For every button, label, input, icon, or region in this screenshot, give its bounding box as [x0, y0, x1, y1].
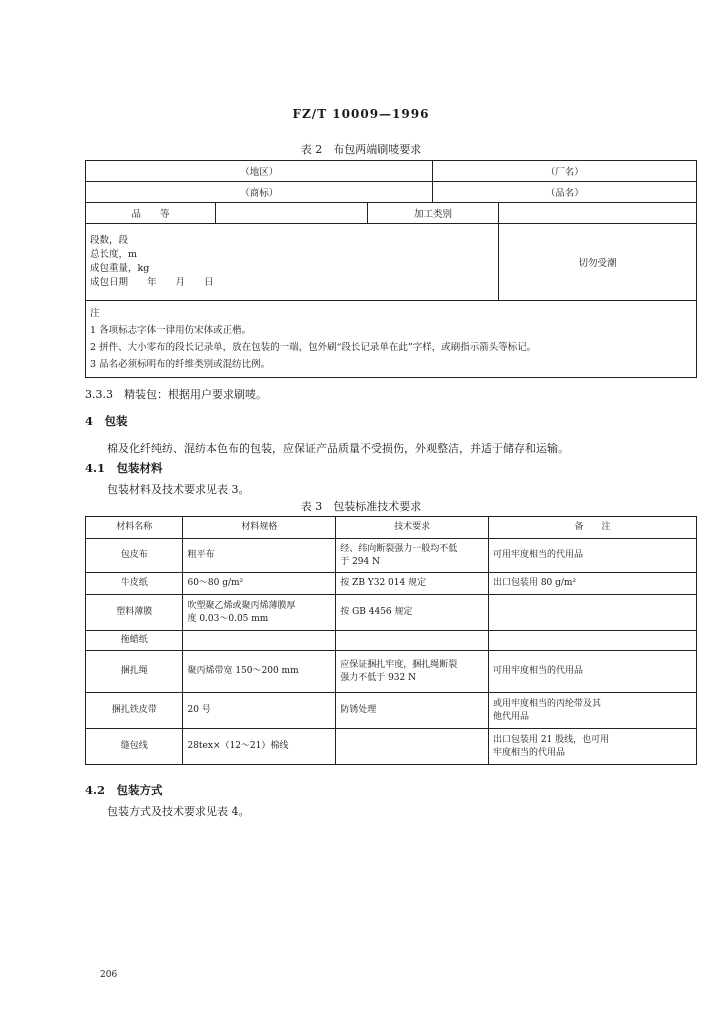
tech-req-line: 经、纬向断裂强力一般均不低	[340, 543, 458, 554]
process-type-label: 加工类别	[368, 203, 499, 224]
document-code: FZ/T 10009—1996	[292, 107, 430, 121]
table-row	[86, 729, 697, 765]
table-row	[86, 573, 697, 595]
material-spec: 60～80 g/m²	[183, 573, 336, 595]
table-row	[86, 651, 697, 693]
material-name: 缝包线	[86, 729, 183, 765]
process-type-value	[499, 203, 697, 224]
clause-3-3-3: 3.3.3 精装包：根据用户要求刷唛。	[85, 388, 267, 401]
tech-req-line: 强力不低于 932 N	[340, 672, 416, 683]
tech-req: 按 ZB Y32 014 规定	[336, 573, 489, 595]
material-spec: 28tex×（12～21）棉线	[183, 729, 336, 765]
material-spec: 粗平布	[183, 539, 336, 573]
tech-req	[336, 651, 489, 693]
product-name-cell: （品名）	[433, 182, 697, 203]
material-name: 包皮布	[86, 539, 183, 573]
material-name: 牛皮纸	[86, 573, 183, 595]
tech-req	[336, 631, 489, 651]
material-spec: 聚丙烯带宽 150～200 mm	[183, 651, 336, 693]
tech-req-line: 应保证捆扎牢度，捆扎绳断裂	[340, 659, 458, 670]
tech-req	[336, 539, 489, 573]
material-spec	[183, 631, 336, 651]
remark-line: 他代用品	[492, 711, 529, 722]
notes-cell	[86, 301, 697, 378]
tech-req: 防锈处理	[336, 693, 489, 729]
note-1: 1 各项标志字体一律用仿宋体或正楷。	[90, 325, 252, 336]
notes-title: 注	[90, 308, 100, 319]
grade-value	[216, 203, 368, 224]
remark-line: 或用牢度相当的丙纶带及其	[492, 698, 601, 709]
remark	[488, 729, 696, 765]
header-tech-req: 技术要求	[336, 517, 489, 539]
section-4-heading: 4 包装	[85, 414, 128, 428]
table2-caption: 表 2 布包两端刷唛要求	[300, 143, 422, 156]
remark	[488, 595, 696, 631]
page-number: 206	[100, 970, 118, 980]
table-row	[86, 595, 697, 631]
material-spec: 20 号	[183, 693, 336, 729]
section-4-1-paragraph: 包装材料及技术要求见表 3。	[107, 483, 250, 496]
table-row	[86, 693, 697, 729]
header-remarks: 备 注	[488, 517, 696, 539]
remark	[488, 631, 696, 651]
trademark-cell: （商标）	[86, 182, 433, 203]
section-4-2-heading: 4.2 包装方式	[85, 783, 163, 797]
field-package-date: 成包日期 年 月 日	[90, 277, 214, 288]
remark: 可用牢度相当的代用品	[488, 651, 696, 693]
package-fields	[86, 224, 499, 301]
tech-req	[336, 729, 489, 765]
remark: 出口包装用 80 g/m²	[488, 573, 696, 595]
table-row	[86, 539, 697, 573]
section-4-1-heading: 4.1 包装材料	[85, 461, 163, 475]
header-material-name: 材料名称	[86, 517, 183, 539]
keep-dry-mark: 切勿受潮	[499, 224, 697, 301]
section-4-paragraph: 棉及化纤纯纺、混纺本色布的包装，应保证产品质量不受损伤，外观整洁，并适于储存和运输。	[107, 442, 569, 455]
table3-caption: 表 3 包装标准技术要求	[300, 500, 422, 513]
tech-req-line: 于 294 N	[340, 556, 380, 567]
material-name: 塑料薄膜	[86, 595, 183, 631]
packaging-materials-table	[85, 516, 697, 765]
material-spec	[183, 595, 336, 631]
tech-req: 按 GB 4456 规定	[336, 595, 489, 631]
table-row	[86, 631, 697, 651]
material-name: 捆扎绳	[86, 651, 183, 693]
material-name: 捆扎铁皮带	[86, 693, 183, 729]
grade-label: 品 等	[86, 203, 216, 224]
remark	[488, 693, 696, 729]
material-name: 拖蜡纸	[86, 631, 183, 651]
material-spec-line: 吹塑聚乙烯或聚丙烯薄膜厚	[187, 600, 296, 611]
factory-cell: （厂名）	[433, 161, 697, 182]
field-package-weight: 成包重量，kg	[90, 263, 150, 274]
region-cell: （地区）	[86, 161, 433, 182]
material-spec-line: 度 0.03～0.05 mm	[187, 613, 269, 624]
marking-table	[85, 160, 697, 378]
note-3: 3 品名必须标明布的纤维类别或混纺比例。	[90, 359, 271, 370]
header-material-spec: 材料规格	[183, 517, 336, 539]
remark: 可用牢度相当的代用品	[488, 539, 696, 573]
remark-line: 牢度相当的代用品	[492, 747, 565, 758]
note-2: 2 拼件、大小零布的段长记录单，放在包装的一端，包外刷“段长记录单在此”字样，或刷指示箭头等标记。	[90, 342, 537, 353]
field-total-length: 总长度，m	[90, 249, 138, 260]
field-segments: 段数，段	[90, 235, 129, 246]
remark-line: 出口包装用 21 股线，也可用	[492, 734, 610, 745]
section-4-2-paragraph: 包装方式及技术要求见表 4。	[107, 805, 250, 818]
